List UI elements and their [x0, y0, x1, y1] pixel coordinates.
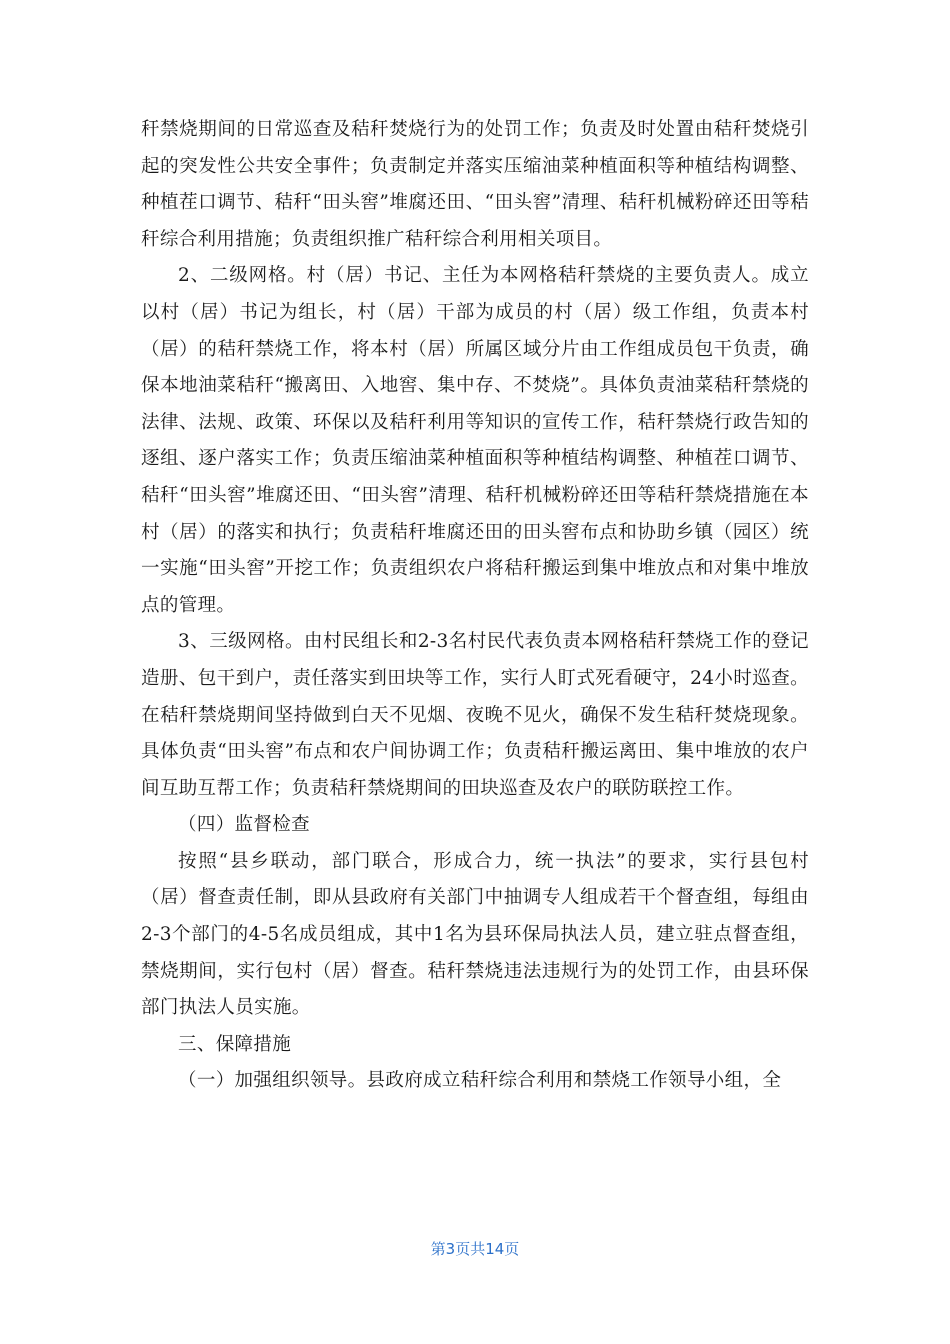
paragraph-level-three-grid: 3、三级网格。由村民组长和2-3名村民代表负责本网格秸秆禁烧工作的登记造册、包干到户，责任落实到田块等工作，实行人盯式死看硬守，24小时巡查。在秸秆禁烧期间坚持做到白天不见烟、夜晚不见火，确保不发生秸秆焚烧现象。具体负责“田头窖”布点和农户间协调工作；负责秸秆搬运离田、集中堆放的农户间互助互帮工作；负责秸秆禁烧期间的田块巡查及农户的联防联控工作。	[141, 631, 809, 799]
page-number-footer: 第3页共14页	[430, 1240, 520, 1258]
paragraph-level-two-grid: 2、二级网格。村（居）书记、主任为本网格秸秆禁烧的主要负责人。成立以村（居）书记为组长，村（居）干部为成员的村（居）级工作组，负责本村（居）的秸秆禁烧工作，将本村（居）所属区域分片由工作组成员包干负责，确保本地油菜秸秆“搬离田、入地窖、集中存、不焚烧”。具体负责油菜秸秆禁烧的法律、法规、政策、环保以及秸秆利用等知识的宣传工作，秸秆禁烧行政告知的逐组、逐户落实工作；负责压缩油菜种植面积等种植结构调整、种植茬口调节、秸秆“田头窖”堆腐还田、“田头窖”清理、秸秆机械粉碎还田等秸秆禁烧措施在本村（居）的落实和执行；负责秸秆堆腐还田的田头窖布点和协助乡镇（园区）统一实施“田头窖”开挖工作；负责组织农户将秸秆搬运到集中堆放点和对集中堆放点的管理。	[141, 265, 809, 616]
paragraph-continuation: 秆禁烧期间的日常巡查及秸秆焚烧行为的处罚工作；负责及时处置由秸秆焚烧引起的突发性公共安全事件；负责制定并落实压缩油菜种植面积等种植结构调整、种植茬口调节、秸秆“田头窖”堆腐还田、“田头窖”清理、秸秆机械粉碎还田等秸秆综合利用措施；负责组织推广秸秆综合利用相关项目。	[141, 119, 809, 250]
section-heading-supervision: （四）监督检查	[178, 814, 310, 836]
paragraph-organization: （一）加强组织领导。县政府成立秸秆综合利用和禁烧工作领导小组，全	[178, 1070, 782, 1092]
paragraph-supervision: 按照“县乡联动，部门联合，形成合力，统一执法”的要求，实行县包村（居）督查责任制，即从县政府有关部门中抽调专人组成若干个督查组，每组由2-3个部门的4-5名成员组成，其中1名为县环保局执法人员，建立驻点督查组，禁烧期间，实行包村（居）督查。秸秆禁烧违法违规行为的处罚工作，由县环保部门执法人员实施。	[141, 850, 809, 1019]
section-heading-safeguards: 三、保障措施	[178, 1033, 292, 1055]
document-body	[141, 112, 809, 1100]
